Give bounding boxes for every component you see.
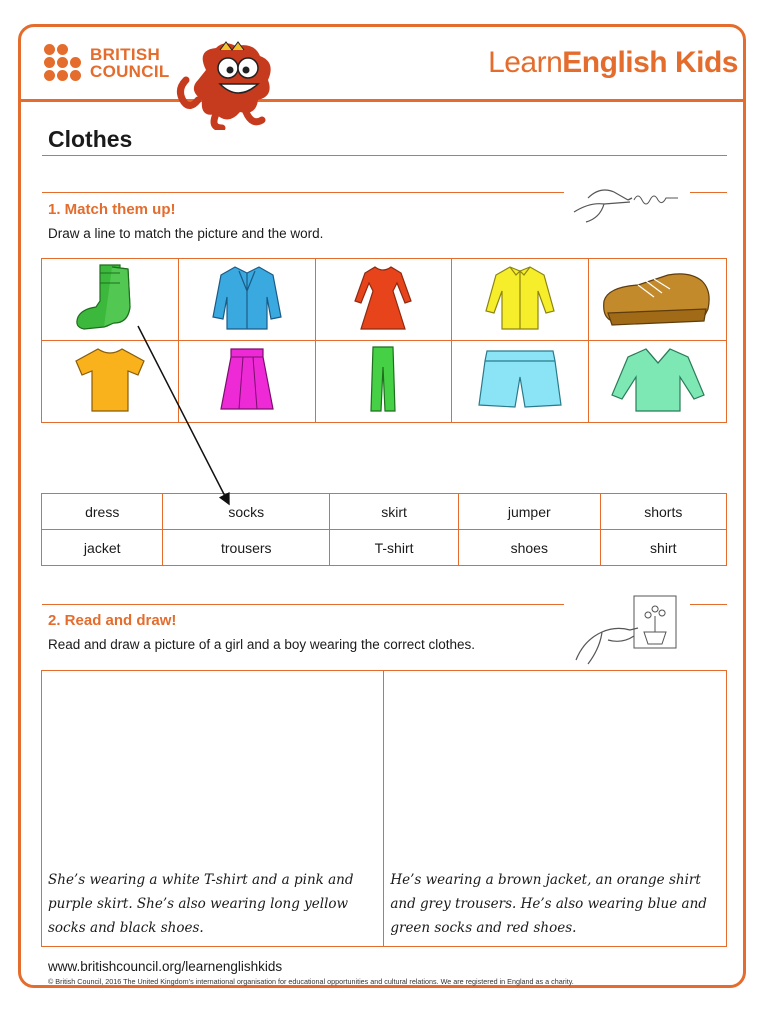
section1-rule-left — [42, 192, 564, 193]
word-row — [42, 530, 727, 566]
section1-title: 1. Match them up! — [48, 201, 176, 218]
picture-row — [42, 259, 727, 341]
word-cell[interactable]: shorts — [600, 494, 726, 530]
picture-cell[interactable] — [42, 259, 179, 341]
hand-writing-icon — [570, 178, 682, 230]
picture-row — [42, 341, 727, 423]
footer-copyright: © British Council, 2016 The United Kingdom’s international organisation for educational opportunities and cultural relations. We are registered in England as a charity. — [48, 977, 574, 986]
lek-learn: Learn — [488, 46, 563, 79]
word-cell[interactable]: jumper — [459, 494, 601, 530]
shorts-icon — [475, 343, 565, 415]
page-title: Clothes — [48, 126, 133, 152]
section2-title: 2. Read and draw! — [48, 612, 177, 629]
word-cell[interactable]: jacket — [42, 530, 163, 566]
picture-cell[interactable] — [315, 341, 452, 423]
british-council-logo — [44, 44, 170, 82]
picture-cell[interactable] — [452, 259, 589, 341]
word-cell[interactable]: socks — [163, 494, 330, 530]
skirt-icon — [207, 343, 287, 415]
word-cell[interactable]: T-shirt — [330, 530, 459, 566]
girl-drawing-box[interactable] — [42, 671, 384, 947]
title-rule — [42, 155, 727, 156]
word-cell[interactable]: skirt — [330, 494, 459, 530]
boy-drawing-box[interactable] — [384, 671, 727, 947]
picture-cell[interactable] — [42, 341, 179, 423]
jacket-icon — [207, 261, 287, 333]
boy-description: He’s wearing a brown jacket, an orange shirt and grey trousers. He’s also wearing blue and green socks and red shoes. — [390, 872, 707, 936]
word-cell[interactable]: trousers — [163, 530, 330, 566]
word-cell[interactable]: dress — [42, 494, 163, 530]
word-row — [42, 494, 727, 530]
picture-cell[interactable] — [315, 259, 452, 341]
trousers-icon — [343, 343, 423, 415]
section2-instruction: Read and draw a picture of a girl and a boy wearing the correct clothes. — [48, 637, 475, 652]
section1-instruction: Draw a line to match the picture and the word. — [48, 226, 324, 241]
jumper-icon — [608, 343, 708, 415]
picture-cell[interactable] — [589, 259, 727, 341]
british-council-dots-icon — [44, 44, 82, 82]
section1-rule-right — [690, 192, 727, 193]
picture-cell[interactable] — [178, 341, 315, 423]
hand-drawing-icon — [572, 592, 680, 668]
brand-line2: COUNCIL — [90, 62, 170, 81]
girl-description: She’s wearing a white T-shirt and a pink and purple skirt. She’s also wearing long yellow socks and black shoes. — [48, 872, 354, 936]
shirt-icon — [480, 261, 560, 333]
picture-cell[interactable] — [589, 341, 727, 423]
sock-icon — [70, 261, 150, 333]
tshirt-icon — [70, 343, 150, 415]
mascot-monster-icon — [176, 40, 280, 130]
brand-line1: BRITISH — [90, 45, 161, 64]
shoe-icon — [598, 261, 718, 333]
section2-rule-right — [690, 604, 727, 605]
picture-grid — [41, 258, 727, 423]
word-cell[interactable]: shoes — [459, 530, 601, 566]
learnenglish-kids-logo — [488, 46, 738, 80]
picture-cell[interactable] — [178, 259, 315, 341]
section2-rule-left — [42, 604, 564, 605]
lek-english: English — [562, 46, 668, 79]
header-divider — [21, 99, 746, 102]
word-cell[interactable]: shirt — [600, 530, 726, 566]
lek-kids: Kids — [674, 46, 738, 79]
drawing-boxes — [41, 670, 727, 947]
footer-url[interactable]: www.britishcouncil.org/learnenglishkids — [48, 959, 283, 974]
picture-cell[interactable] — [452, 341, 589, 423]
word-grid — [41, 493, 727, 566]
dress-icon — [343, 261, 423, 333]
